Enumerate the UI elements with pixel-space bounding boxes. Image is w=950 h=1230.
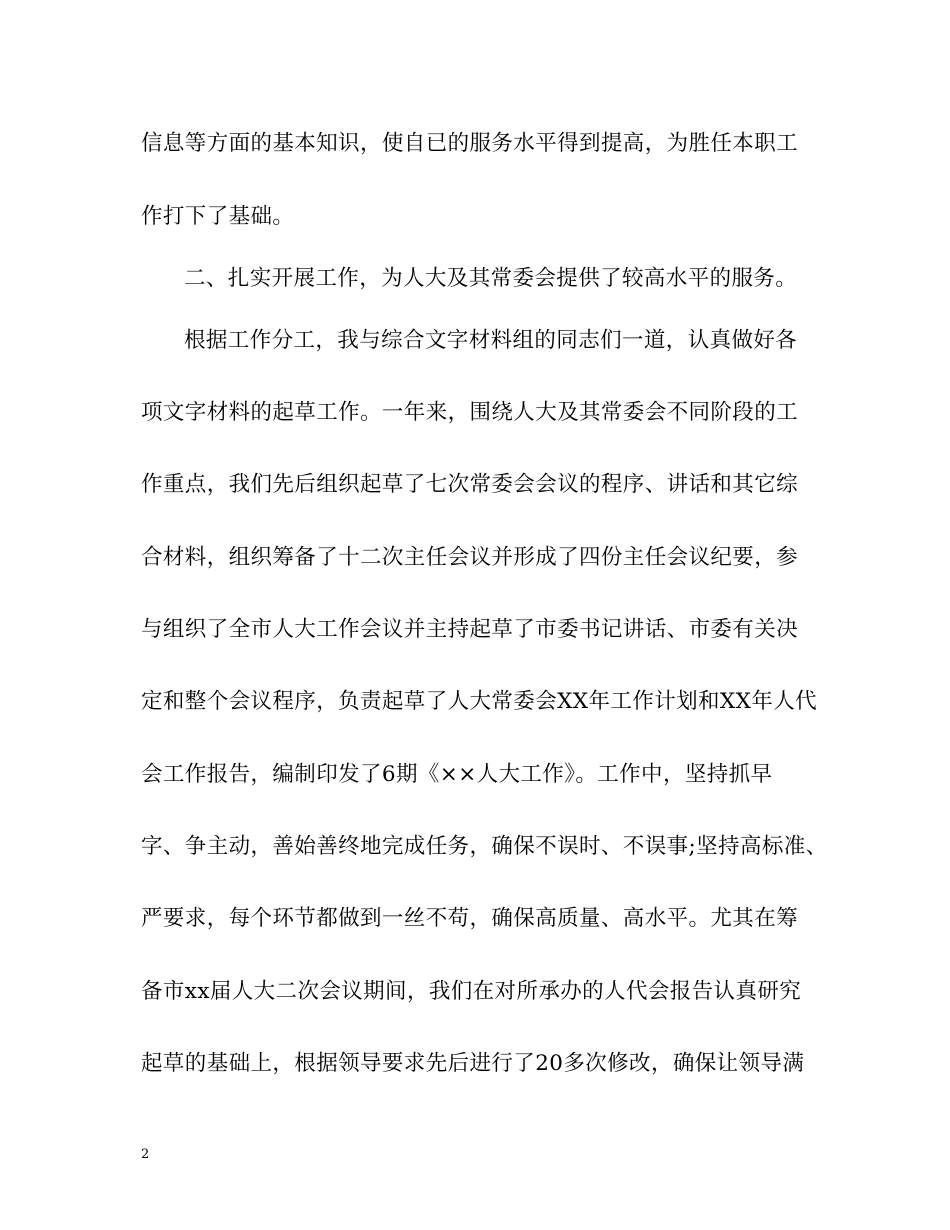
body-text-line: 作打下了基础。 — [141, 204, 295, 229]
body-text-line: 信息等方面的基本知识，使自已的服务水平得到提高，为胜任本职工 — [141, 131, 799, 156]
body-text-line: 字、争主动，善始善终地完成任务，确保不误时、不误事;坚持高标准、 — [141, 834, 828, 859]
body-text-line: 根据工作分工，我与综合文字材料组的同志们一道，认真做好各 — [184, 328, 798, 353]
body-text-line: 项文字材料的起草工作。一年来，围绕人大及其常委会不同阶段的工 — [141, 400, 799, 425]
body-text-line: 定和整个会议程序，负责起草了人大常委会XX年工作计划和XX年人代 — [141, 689, 818, 714]
body-text-line: 会工作报告，编制印发了6期《××人大工作》。工作中，坚持抓早 — [141, 762, 773, 787]
section-heading: 二、扎实开展工作，为人大及其常委会提供了较高水平的服务。 — [184, 266, 798, 291]
page-number: 2 — [141, 1147, 150, 1162]
body-text-line: 合材料，组织筹备了十二次主任会议并形成了四份主任会议纪要，参 — [141, 545, 799, 570]
body-text-line: 起草的基础上，根据领导要求先后进行了20多次修改，确保让领导满 — [141, 1051, 805, 1076]
body-text-line: 与组织了全市人大工作会议并主持起草了市委书记讲话、市委有关决 — [141, 617, 799, 642]
body-text-line: 严要求，每个环节都做到一丝不苟，确保高质量、高水平。尤其在筹 — [141, 906, 799, 931]
body-text-line: 备市xx届人大二次会议期间，我们在对所承办的人代会报告认真研究 — [141, 979, 802, 1004]
body-text-line: 作重点，我们先后组织起草了七次常委会会议的程序、讲话和其它综 — [141, 472, 799, 497]
